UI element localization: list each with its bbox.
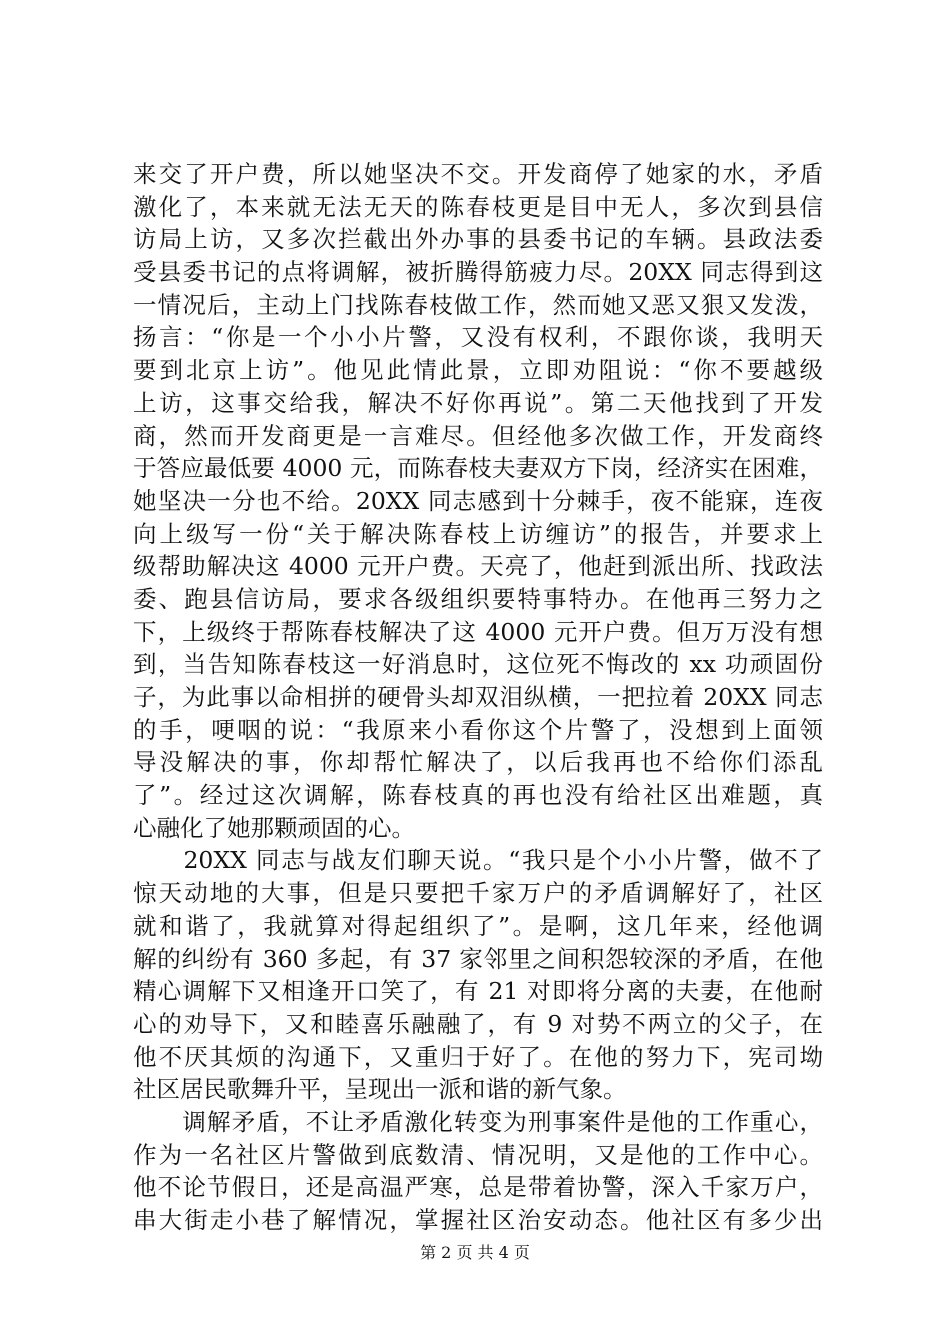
page-footer: 第 2 页 共 4 页	[420, 1243, 530, 1262]
text-line: 调解矛盾，不让矛盾激化转变为刑事案件是他的工作重心，	[133, 1107, 823, 1136]
text-line: 级帮助解决这 4000 元开户费。天亮了，他赶到派出所、找政法	[133, 552, 823, 581]
text-line: 解的纠纷有 360 多起，有 37 家邻里之间积怨较深的矛盾，在他	[133, 944, 823, 973]
text-line: 商，然而开发商更是一言难尽。但经他多次做工作，开发商终	[133, 421, 823, 450]
text-line: 心的劝导下，又和睦喜乐融融了，有 9 对势不两立的父子，在	[133, 1009, 823, 1038]
text-line: 上访，这事交给我，解决不好你再说”。第二天他找到了开发	[133, 388, 823, 417]
text-line: 串大街走小巷了解情况，掌握社区治安动态。他社区有多少出	[133, 1206, 823, 1234]
text-line: 就和谐了，我就算对得起组织了”。是啊，这几年来，经他调	[133, 911, 823, 940]
text-line: 一情况后，主动上门找陈春枝做工作，然而她又恶又狠又发泼，	[133, 290, 823, 319]
text-line: 惊天动地的大事，但是只要把千家万户的矛盾调解好了，社区	[133, 879, 823, 908]
document-body	[133, 158, 823, 1237]
text-line: 访局上访，又多次拦截出外办事的县委书记的车辆。县政法委	[133, 225, 823, 254]
text-line: 到，当告知陈春枝这一好消息时，这位死不悔改的 xx 功顽固份	[133, 650, 823, 679]
text-line: 受县委书记的点将调解，被折腾得筋疲力尽。20XX 同志得到这	[133, 258, 823, 287]
text-line: 了”。经过这次调解，陈春枝真的再也没有给社区出难题，真	[133, 781, 823, 810]
text-line: 她坚决一分也不给。20XX 同志感到十分棘手，夜不能寐，连夜	[133, 486, 823, 515]
text-line: 社区居民歌舞升平，呈现出一派和谐的新气象。	[133, 1075, 627, 1104]
text-line: 要到北京上访”。他见此情此景，立即劝阻说：“你不要越级	[133, 356, 823, 385]
text-line: 心融化了她那颗顽固的心。	[133, 813, 415, 842]
text-line: 激化了，本来就无法无天的陈春枝更是目中无人，多次到县信	[133, 192, 823, 221]
text-line: 作为一名社区片警做到底数清、情况明，又是他的工作中心。	[133, 1140, 823, 1169]
text-line: 下，上级终于帮陈春枝解决了这 4000 元开户费。但万万没有想	[133, 617, 823, 646]
text-line: 20XX 同志与战友们聊天说。“我只是个小小片警，做不了	[133, 846, 823, 875]
text-line: 来交了开户费，所以她坚决不交。开发商停了她家的水，矛盾	[133, 160, 823, 188]
text-line: 扬言：“你是一个小小片警，又没有权利，不跟你谈，我明天	[133, 323, 823, 352]
text-line: 委、跑县信访局，要求各级组织要特事特办。在他再三努力之	[133, 584, 823, 613]
text-line: 于答应最低要 4000 元，而陈春枝夫妻双方下岗，经济实在困难，	[133, 454, 823, 483]
text-line: 他不厌其烦的沟通下，又重归于好了。在他的努力下，宪司坳	[133, 1042, 823, 1071]
text-line: 子，为此事以命相拼的硬骨头却双泪纵横，一把拉着 20XX 同志	[133, 683, 823, 711]
text-line: 他不论节假日，还是高温严寒，总是带着协警，深入千家万户，	[133, 1173, 823, 1202]
text-line: 精心调解下又相逢开口笑了，有 21 对即将分离的夫妻，在他耐	[133, 977, 823, 1006]
text-line: 的手，哽咽的说：“我原来小看你这个片警了，没想到上面领	[133, 715, 823, 744]
text-line: 导没解决的事，你却帮忙解决了，以后我再也不给你们添乱	[133, 748, 823, 777]
text-line: 向上级写一份“关于解决陈春枝上访缠访”的报告，并要求上	[133, 519, 823, 548]
